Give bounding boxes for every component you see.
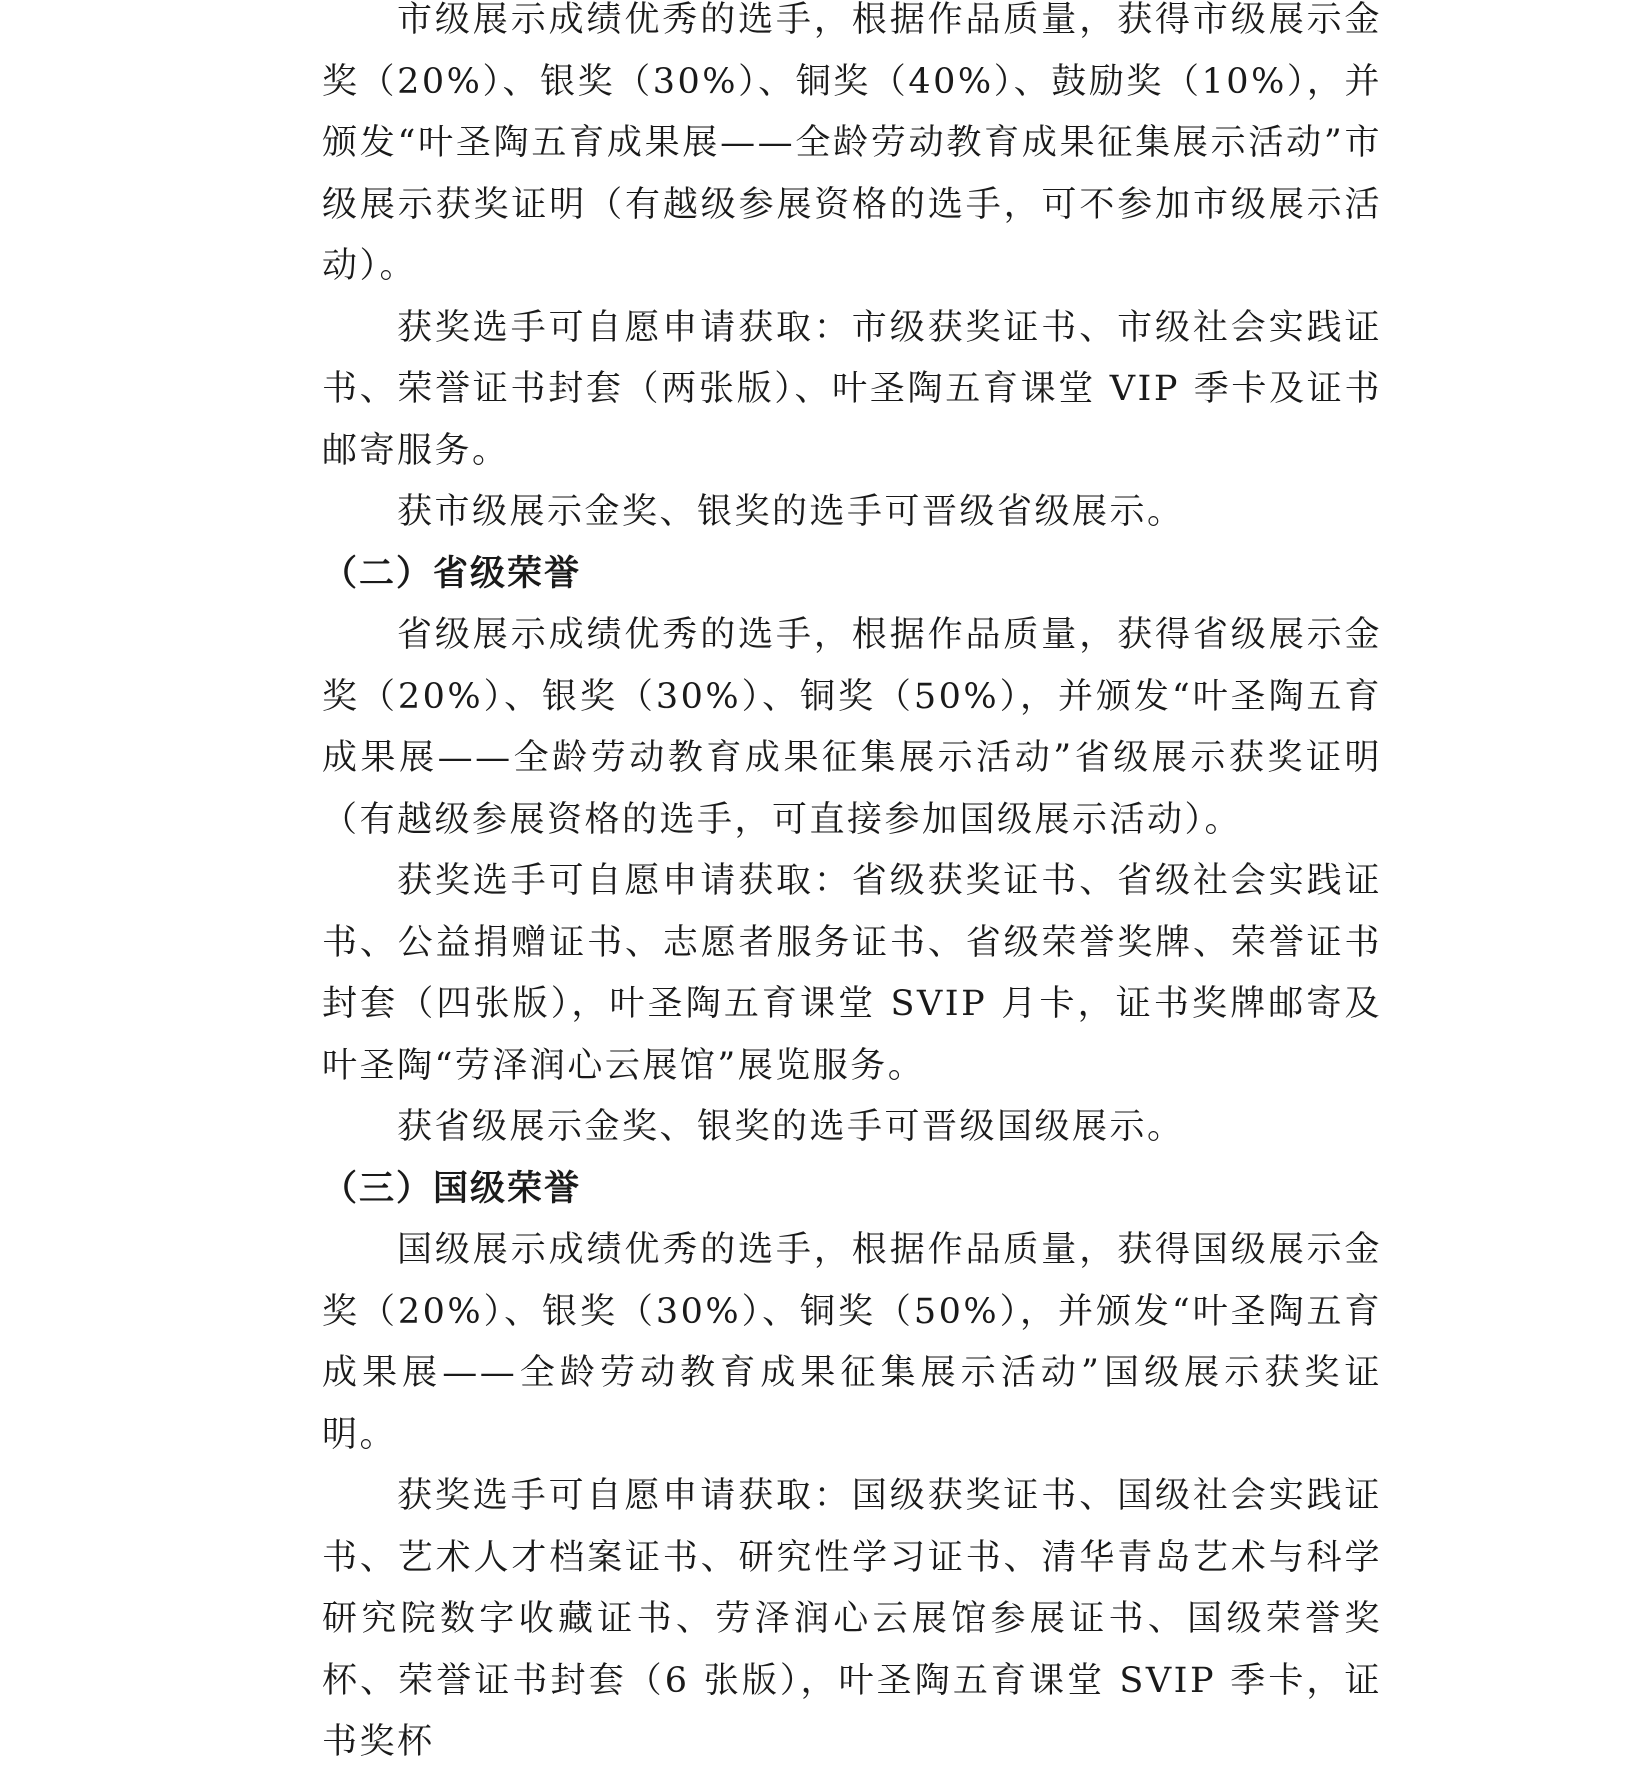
paragraph-provincial-promotion: 获省级展示金奖、银奖的选手可晋级国级展示。	[397, 1107, 1185, 1147]
paragraph-city-benefits: 获奖选手可自愿申请获取：市级获奖证书、市级社会实践证书、荣誉证书封套（两张版）、叶圣陶五育课堂 VIP 季卡及证书邮寄服务。	[322, 307, 1382, 471]
paragraph-national-benefits: 获奖选手可自愿申请获取：国级获奖证书、国级社会实践证书、艺术人才档案证书、研究性学习证书、清华青岛艺术与科学研究院数字收藏证书、劳泽润心云展馆参展证书、国级荣誉奖杯、荣誉证书封套（6 张版），叶圣陶五育课堂 SVIP 季卡，证书奖杯	[322, 1476, 1382, 1762]
paragraph-provincial-awards: 省级展示成绩优秀的选手，根据作品质量，获得省级展示金奖（20%）、银奖（30%）、铜奖（50%），并颁发“叶圣陶五育成果展——全龄劳动教育成果征集展示活动”省级展示获奖证明（有越级参展资格的选手，可直接参加国级展示活动）。	[322, 615, 1382, 840]
heading-national-honor: （三）国级荣誉	[322, 1168, 582, 1209]
document-page	[322, 0, 1382, 1774]
paragraph-city-awards: 市级展示成绩优秀的选手，根据作品质量，获得市级展示金奖（20%）、银奖（30%）、铜奖（40%）、鼓励奖（10%），并颁发“叶圣陶五育成果展——全龄劳动教育成果征集展示活动”市级展示获奖证明（有越级参展资格的选手，可不参加市级展示活动）。	[322, 0, 1382, 286]
paragraph-city-promotion: 获市级展示金奖、银奖的选手可晋级省级展示。	[397, 492, 1185, 532]
paragraph-provincial-benefits: 获奖选手可自愿申请获取：省级获奖证书、省级社会实践证书、公益捐赠证书、志愿者服务证书、省级荣誉奖牌、荣誉证书封套（四张版），叶圣陶五育课堂 SVIP 月卡，证书奖牌邮寄及叶圣陶“劳泽润心云展馆”展览服务。	[322, 861, 1382, 1086]
paragraph-national-awards: 国级展示成绩优秀的选手，根据作品质量，获得国级展示金奖（20%）、银奖（30%）、铜奖（50%），并颁发“叶圣陶五育成果展——全龄劳动教育成果征集展示活动”国级展示获奖证明。	[322, 1230, 1382, 1455]
heading-provincial-honor: （二）省级荣誉	[322, 553, 582, 594]
